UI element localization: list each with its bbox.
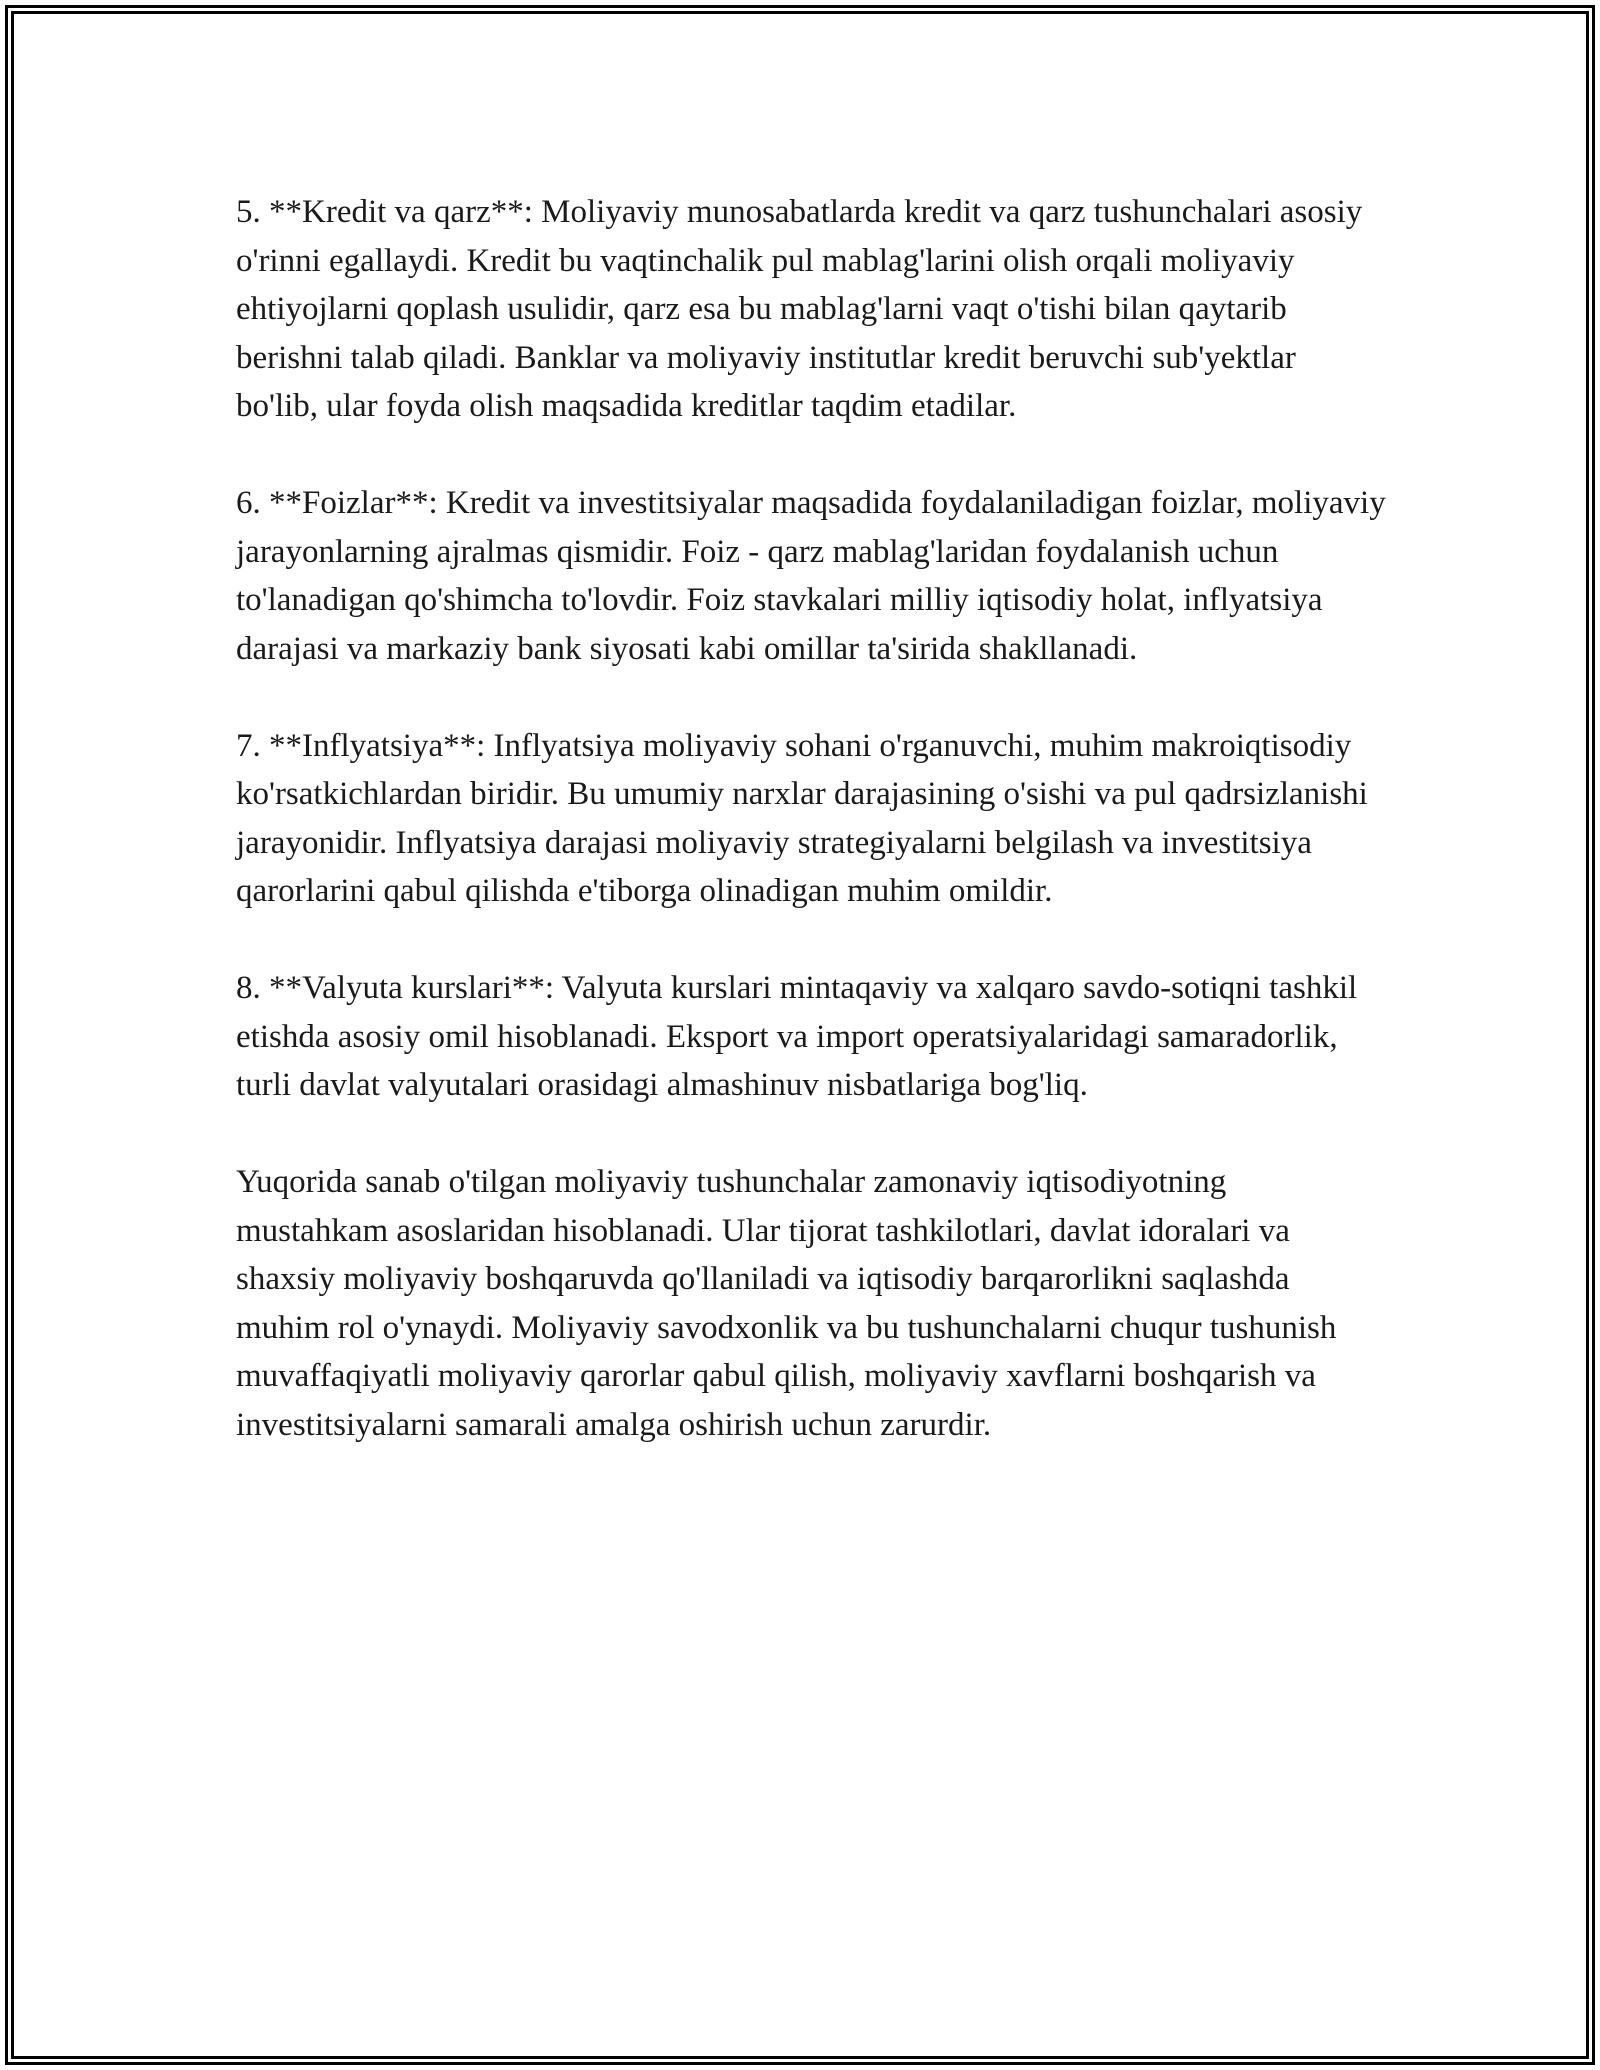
paragraph-inflyatsiya: 7. **Inflyatsiya**: Inflyatsiya moliyaviy sohani o'rganuvchi, muhim makroiqtisodiy ko'rsatkichlardan biridir. Bu umumiy narxlar darajasining o'sishi va pul qadrsizlanishi jarayonidir. Inflyatsiya darajasi moliyaviy strategiyalarni belgilash va investitsiya qarorlarini qabul qilishda e'tiborga olinadigan muhim omildir.	[236, 727, 1368, 909]
document-body	[236, 188, 1386, 1449]
paragraph-valyuta-kurslari: 8. **Valyuta kurslari**: Valyuta kurslari mintaqaviy va xalqaro savdo-sotiqni tashkil etishda asosiy omil hisoblanadi. Eksport va import operatsiyalaridagi samaradorlik, turli davlat valyutalari orasidagi almashinuv nisbatlariga bog'liq.	[236, 970, 1358, 1103]
paragraph-foizlar: 6. **Foizlar**: Kredit va investitsiyalar maqsadida foydalaniladigan foizlar, moliyaviy jarayonlarning ajralmas qismidir. Foiz - qarz mablag'laridan foydalanish uchun to'lanadigan qo'shimcha to'lovdir. Foiz stavkalari milliy iqtisodiy holat, inflyatsiya darajasi va markaziy bank siyosati kabi omillar ta'sirida shakllanadi.	[236, 485, 1386, 667]
paragraph-conclusion: Yuqorida sanab o'tilgan moliyaviy tushunchalar zamonaviy iqtisodiyotning mustahkam asoslaridan hisoblanadi. Ular tijorat tashkilotlari, davlat idoralari va shaxsiy moliyaviy boshqaruvda qo'llaniladi va iqtisodiy barqarorlikni saqlashda muhim rol o'ynaydi. Moliyaviy savodxonlik va bu tushunchalarni chuqur tushunish muvaffaqiyatli moliyaviy qarorlar qabul qilish, moliyaviy xavflarni boshqarish va investitsiyalarni samarali amalga oshirish uchun zarurdir.	[236, 1164, 1337, 1443]
paragraph-kredit-va-qarz: 5. **Kredit va qarz**: Moliyaviy munosabatlarda kredit va qarz tushunchalari asosiy o'rinni egallaydi. Kredit bu vaqtinchalik pul mablag'larini olish orqali moliyaviy ehtiyojlarni qoplash usulidir, qarz esa bu mablag'larni vaqt o'tishi bilan qaytarib berishni talab qiladi. Banklar va moliyaviy institutlar kredit beruvchi sub'yektlar bo'lib, ular foyda olish maqsadida kreditlar taqdim etadilar.	[236, 194, 1363, 424]
